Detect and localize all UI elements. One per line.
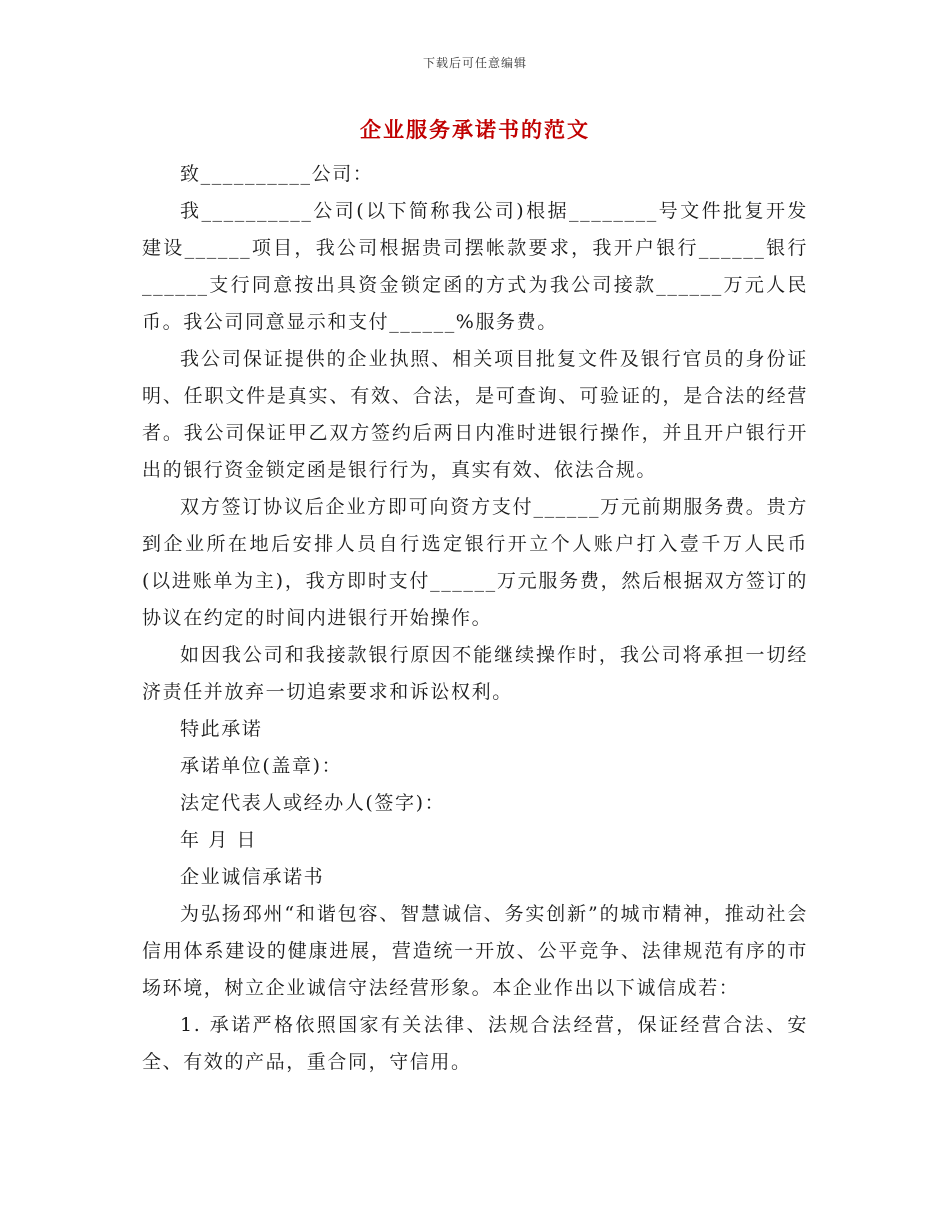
paragraph-liability: 如因我公司和我接款银行原因不能继续操作时，我公司将承担一切经济责任并放弃一切追索要求和诉讼权利。	[142, 644, 808, 703]
paragraph-service-fee: 双方签订协议后企业方即可向资方支付______万元前期服务费。贵方到企业所在地后安排人员自行选定银行开立个人账户打入壹千万人民币(以进账单为主)，我方即时支付______万元服务费，然后根据双方签订的协议在约定的时间内进银行开始操作。	[142, 496, 808, 629]
document-title: 企业服务承诺书的范文	[360, 117, 590, 142]
document-body	[142, 156, 808, 1081]
commitment-statement: 特此承诺	[180, 718, 263, 740]
section-heading-integrity: 企业诚信承诺书	[180, 866, 325, 888]
representative-signature-line: 法定代表人或经办人(签字)：	[180, 792, 446, 814]
paragraph-commitment-1: 1. 承诺严格依照国家有关法律、法规合法经营，保证经营合法、安全、有效的产品，重合同，守信用。	[142, 1014, 808, 1073]
paragraph-integrity-intro: 为弘扬邳州“和谐包容、智慧诚信、务实创新”的城市精神，推动社会信用体系建设的健康进展，营造统一开放、公平竞争、法律规范有序的市场环境，树立企业诚信守法经营形象。本企业作出以下诚信成若：	[142, 903, 808, 999]
paragraph-guarantee: 我公司保证提供的企业执照、相关项目批复文件及银行官员的身份证明、任职文件是真实、有效、合法，是可查询、可验证的，是合法的经营者。我公司保证甲乙双方签约后两日内准时进银行操作，并且开户银行开出的银行资金锁定函是银行行为，真实有效、依法合规。	[142, 348, 808, 481]
header-note: 下载后可任意编辑	[422, 56, 527, 70]
addressee-line: 致__________公司：	[180, 163, 374, 185]
signing-unit-line: 承诺单位(盖章)：	[180, 755, 343, 777]
date-line: 年 月 日	[180, 829, 258, 851]
paragraph-loan-request: 我__________公司(以下简称我公司)根据________号文件批复开发建设______项目，我公司根据贵司摆帐款要求，我开户银行______银行 ______支行同意按出具资金锁定函的方式为我公司接款______万元人民币。我公司同意显示和支付______%服务费。	[142, 200, 808, 333]
